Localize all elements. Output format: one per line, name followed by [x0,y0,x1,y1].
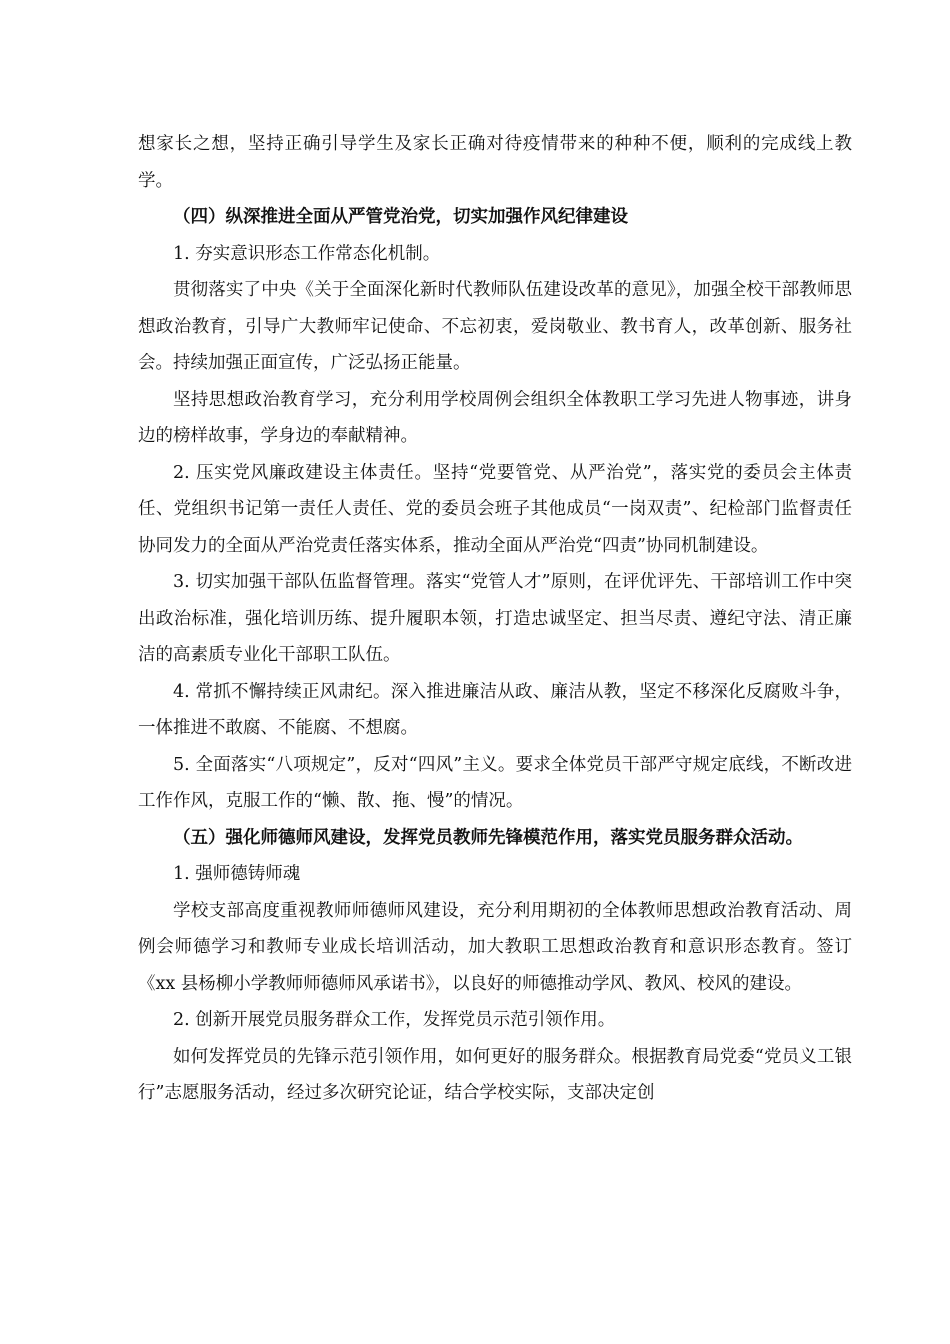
list-item: 1. 夯实意识形态工作常态化机制。 [173,243,441,264]
list-item: 5. 全面落实“八项规定”，反对“四风”主义。要求全体党员干部严守规定底线，不断改进工作作风，克服工作的“懒、散、拖、慢”的情况。 [138,754,852,811]
paragraph: 贯彻落实了中央《关于全面深化新时代教师队伍建设改革的意见》，加强全校干部教师思想政治教育，引导广大教师牢记使命、不忘初衷，爱岗敬业、教书育人，改革创新、服务社会。持续加强正面宣传，广泛弘扬正能量。 [138,280,852,373]
section-heading-5: （五）强化师德师风建设，发挥党员教师先锋模范作用，落实党员服务群众活动。 [173,827,803,848]
paragraph: 如何发挥党员的先锋示范引领作用，如何更好的服务群众。根据教育局党委“党员义工银行”志愿服务活动，经过多次研究论证，结合学校实际，支部决定创 [138,1046,852,1103]
paragraph-continuation: 想家长之想，坚持正确引导学生及家长正确对待疫情带来的种种不便，顺利的完成线上教学。 [138,134,852,191]
section-heading-4: （四）纵深推进全面从严管党治党，切实加强作风纪律建设 [173,207,628,227]
list-item: 2. 压实党风廉政建设主体责任。坚持“党要管党、从严治党”，落实党的委员会主体责任、党组织书记第一责任人责任、党的委员会班子其他成员“一岗双责”、纪检部门监督责任协同发力的全面从严治党责任落实体系，推动全面从严治党“四责”协同机制建设。 [138,462,852,556]
list-item: 4. 常抓不懈持续正风肃纪。深入推进廉洁从政、廉洁从教，坚定不移深化反腐败斗争，一体推进不敢腐、不能腐、不想腐。 [138,681,852,738]
paragraph: 学校支部高度重视教师师德师风建设，充分利用期初的全体教师思想政治教育活动、周例会师德学习和教师专业成长培训活动，加大教职工思想政治教育和意识形态教育。签订《xx 县杨柳小学教师师德师风承诺书》，以良好的师德推动学风、教风、校风的建设。 [138,900,852,994]
document-body [138,126,852,1112]
list-item: 2. 创新开展党员服务群众工作，发挥党员示范引领作用。 [173,1010,616,1030]
paragraph: 坚持思想政治教育学习，充分利用学校周例会组织全体教职工学习先进人物事迹，讲身边的榜样故事，学身边的奉献精神。 [138,389,852,446]
list-item: 1. 强师德铸师魂 [173,864,301,884]
list-item: 3. 切实加强干部队伍监督管理。落实“党管人才”原则，在评优评先、干部培训工作中突出政治标准，强化培训历练、提升履职本领，打造忠诚坚定、担当尽责、遵纪守法、清正廉洁的高素质专业化干部职工队伍。 [138,572,852,665]
